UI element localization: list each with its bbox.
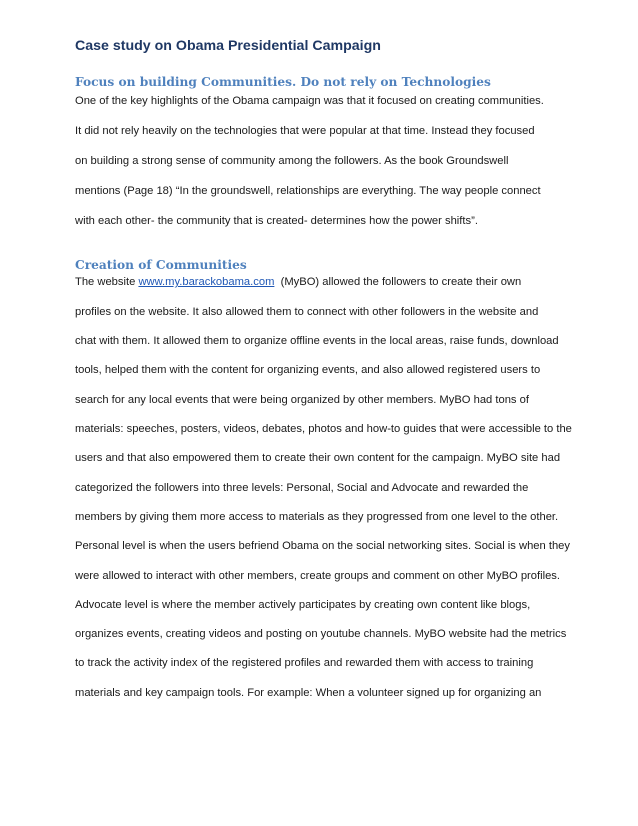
line-suffix: (MyBO) allowed the followers to create their own [274, 276, 522, 288]
paragraph-line: materials and key campaign tools. For example: When a volunteer signed up for organizing an [75, 687, 542, 699]
paragraph-line: profiles on the website. It also allowed them to connect with other followers in the website and [75, 306, 539, 318]
paragraph-line: Personal level is when the users befriend Obama on the social networking sites. Social is when they [75, 540, 570, 552]
document-title: Case study on Obama Presidential Campaign [75, 38, 381, 54]
line-prefix: The website [75, 276, 139, 288]
paragraph-line: members by giving them more access to materials as they progressed from one level to the other. [75, 511, 559, 523]
paragraph-line: One of the key highlights of the Obama campaign was that it focused on creating communities. [75, 95, 544, 107]
paragraph-line: search for any local events that were being organized by other members. MyBO had tons of [75, 394, 529, 406]
paragraph-line: chat with them. It allowed them to organize offline events in the local areas, raise funds, download [75, 335, 559, 347]
section-heading-focus: Focus on building Communities. Do not rely on Technologies [75, 75, 491, 89]
paragraph-line-with-link [75, 276, 521, 288]
paragraph-line: tools, helped them with the content for organizing events, and also allowed registered users to [75, 364, 541, 376]
paragraph-line: on building a strong sense of community among the followers. As the book Groundswell [75, 155, 509, 167]
paragraph-line: with each other- the community that is created- determines how the power shifts”. [75, 215, 478, 227]
paragraph-line: materials: speeches, posters, videos, debates, photos and how-to guides that were accessible to the [75, 423, 572, 435]
paragraph-line: mentions (Page 18) “In the groundswell, relationships are everything. The way people connect [75, 185, 541, 197]
section-heading-communities: Creation of Communities [75, 258, 247, 272]
mybo-website-link[interactable]: www.my.barackobama.com [138, 276, 275, 288]
paragraph-line: categorized the followers into three levels: Personal, Social and Advocate and rewarded the [75, 482, 529, 494]
paragraph-line: It did not rely heavily on the technologies that were popular at that time. Instead they focused [75, 125, 535, 137]
paragraph-line: users and that also empowered them to create their own content for the campaign. MyBO site had [75, 452, 561, 464]
paragraph-line: to track the activity index of the registered profiles and rewarded them with access to training [75, 657, 534, 669]
paragraph-line: Advocate level is where the member actively participates by creating own content like blogs, [75, 599, 531, 611]
paragraph-line: were allowed to interact with other members, create groups and comment on other MyBO profiles. [75, 570, 561, 582]
paragraph-line: organizes events, creating videos and posting on youtube channels. MyBO website had the metrics [75, 628, 567, 640]
